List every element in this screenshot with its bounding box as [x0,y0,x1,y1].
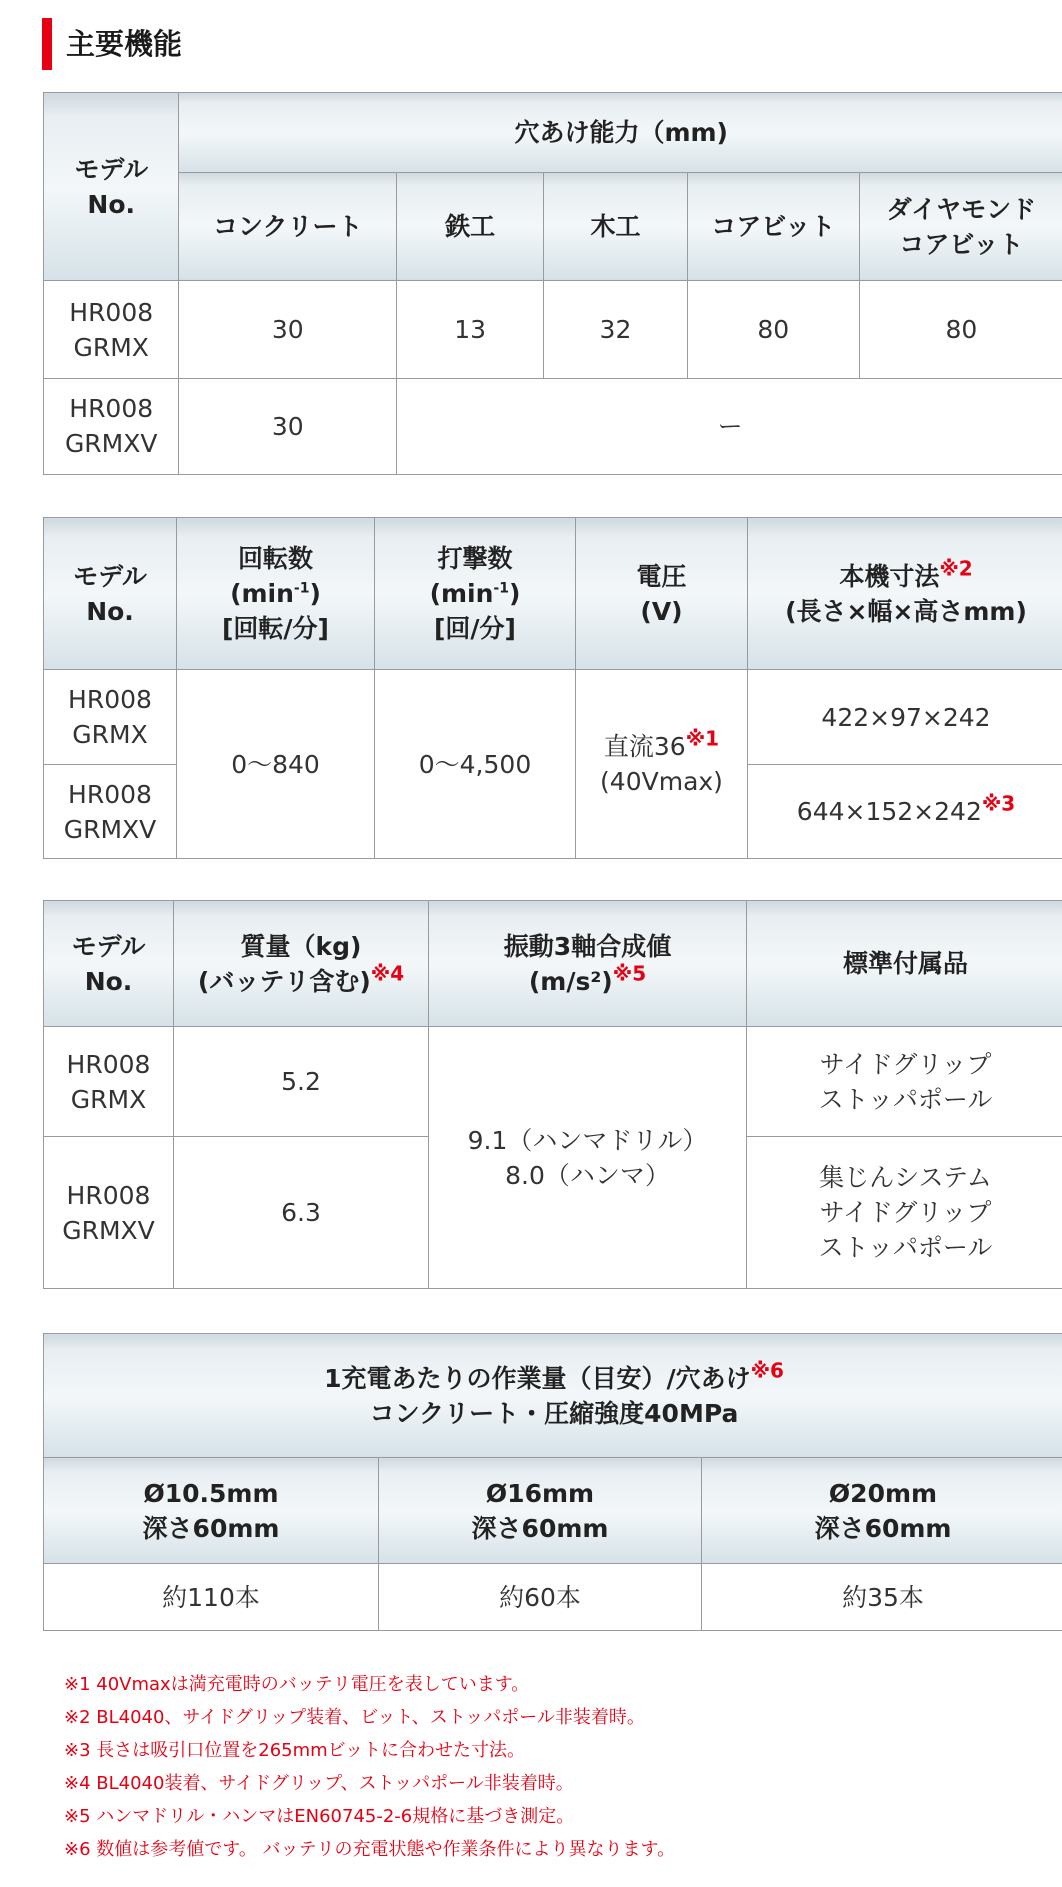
bit-size-header: Ø10.5mm 深さ60mm [44,1458,379,1564]
footnote: ※6 数値は参考値です。 バッテリの充電状態や作業条件により異なります。 [64,1839,676,1860]
voltage-header: 電圧 (V) [576,518,748,670]
work-per-charge-header: 1充電あたりの作業量（目安）/穴あけ$^{※6}$ コンクリート・圧縮強度40MPa [44,1334,1062,1458]
drilling-capacity-table [43,92,1062,475]
col-diamond-core-bit: ダイヤモンド コアビット [859,172,1062,281]
model-header: モデル No. [44,901,174,1027]
mass-header: 質量（kg) (バッテリ含む)$^{※4}$ [174,901,429,1027]
col-concrete: コンクリート [179,172,397,281]
model-header: モデル No. [44,518,177,670]
footnote: ※4 BL4040装着、サイドグリップ、ストッパポール非装着時。 [64,1773,574,1794]
footnote: ※2 BL4040、サイドグリップ装着、ビット、ストッパポール非装着時。 [64,1707,645,1728]
impact-rate-header: 打撃数 $(\min^{-1})$ [回/分] [375,518,576,670]
vibration-header: 振動3軸合成値 $(m/s^2)^{※5}$ [429,901,747,1027]
value-cell: 30 [179,378,397,474]
not-applicable-cell: ー [397,378,1062,474]
vibration-value: 9.1（ハンマドリル） 8.0（ハンマ） [429,1027,747,1289]
value-cell: 80 [687,281,859,378]
col-core-bit: コアビット [687,172,859,281]
model-header: モデル No. [44,93,179,281]
col-steel: 鉄工 [397,172,544,281]
work-per-charge-table [43,1333,1062,1631]
footnote: ※1 40Vmaxは満充電時のバッテリ電圧を表しています。 [64,1674,530,1695]
value-cell: 30 [179,281,397,378]
drilling-capacity-header: 穴あけ能力（mm) [179,93,1062,173]
bit-size-header: Ø16mm 深さ60mm [379,1458,702,1564]
holes-per-charge-value: 約60本 [379,1564,702,1631]
col-wood: 木工 [544,172,688,281]
footnote: ※3 長さは吸引口位置を265mmビットに合わせた寸法。 [64,1740,525,1761]
holes-per-charge-value: 約35本 [702,1564,1062,1631]
dimensions-header: 本機寸法$^{※2}$ (長さ×幅×高さmm) [748,518,1062,670]
rpm-value: 0〜840 [177,670,375,859]
dimensions-value: 422×97×242 [748,670,1062,765]
footnote: ※5 ハンマドリル・ハンマはEN60745-2-6規格に基づき測定。 [64,1806,575,1827]
model-cell: HR008 GRMX [44,281,179,378]
model-cell: HR008 GRMX [44,670,177,765]
model-cell: HR008 GRMXV [44,765,177,859]
dimensions-value: $644\times 152\times 242^{※3}$ [748,765,1062,859]
value-cell: 13 [397,281,544,378]
holes-per-charge-value: 約110本 [44,1564,379,1631]
impact-rate-value: 0〜4,500 [375,670,576,859]
model-cell: HR008 GRMX [44,1027,174,1137]
value-cell: 80 [859,281,1062,378]
model-cell: HR008 GRMXV [44,1137,174,1289]
accessories-header: 標準付属品 [747,901,1062,1027]
value-cell: 32 [544,281,688,378]
rpm-header: 回転数 $(\min^{-1})$ [回転/分] [177,518,375,670]
bit-size-header: Ø20mm 深さ60mm [702,1458,1062,1564]
speed-voltage-table [43,517,1062,859]
section-title: 主要機能 [66,27,183,61]
model-cell: HR008 GRMXV [44,378,179,474]
footnotes [64,1668,675,1866]
voltage-value: 直流36$^{※1}$ (40Vmax) [576,670,748,859]
title-accent-bar [42,18,52,70]
mass-vibration-table [43,900,1062,1289]
accessories-value: 集じんシステム サイドグリップ ストッパポール [747,1137,1062,1289]
mass-value: 5.2 [174,1027,429,1137]
accessories-value: サイドグリップ ストッパポール [747,1027,1062,1137]
mass-value: 6.3 [174,1137,429,1289]
